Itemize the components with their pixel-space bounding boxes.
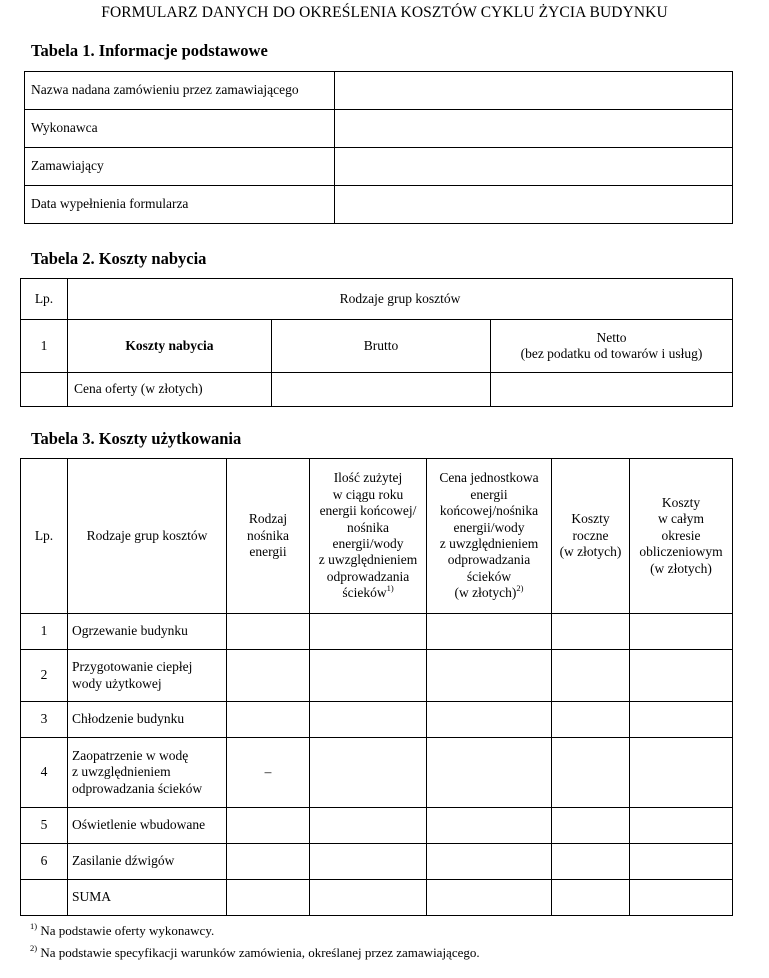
total-costs-header xyxy=(630,459,733,614)
total-cost-cell[interactable] xyxy=(630,844,733,880)
header-line: (w złotych) xyxy=(559,544,622,560)
table-row xyxy=(25,110,733,148)
table2-heading: Tabela 2. Koszty nabycia xyxy=(31,249,207,268)
annual-cost-sum-cell[interactable] xyxy=(552,880,630,916)
total-cost-cell[interactable] xyxy=(630,650,733,702)
header-line xyxy=(431,585,547,601)
table-row xyxy=(21,702,733,738)
header-line: Koszty xyxy=(571,511,610,527)
header-line: końcowej/nośnika xyxy=(439,503,539,519)
quantity-cell[interactable] xyxy=(310,738,427,808)
date-field[interactable] xyxy=(335,186,733,224)
table-row xyxy=(25,72,733,110)
basic-info-table xyxy=(24,71,733,224)
header-line: Ilość zużytej xyxy=(333,470,403,486)
client-field[interactable] xyxy=(335,148,733,186)
energy-carrier-cell[interactable] xyxy=(227,650,310,702)
header-line: energii/wody xyxy=(332,536,404,551)
table-row xyxy=(21,650,733,702)
table-row xyxy=(21,279,733,320)
header-line: nośnika xyxy=(247,527,289,543)
offer-price-netto-field[interactable] xyxy=(491,373,733,407)
row-number: 5 xyxy=(21,808,68,844)
brutto-header: Brutto xyxy=(272,320,491,373)
energy-carrier-header xyxy=(227,459,310,614)
table-row xyxy=(21,373,733,407)
table-row xyxy=(21,738,733,808)
footnote-ref: 2) xyxy=(516,583,524,594)
label-line: SUMA xyxy=(72,889,112,905)
header-line: Rodzaj xyxy=(248,511,288,527)
quantity-cell[interactable] xyxy=(310,808,427,844)
quantity-cell[interactable] xyxy=(310,650,427,702)
offer-price-label: Cena oferty (w złotych) xyxy=(68,373,272,407)
lp-header: Lp. xyxy=(21,279,68,320)
label-line: z uwzględnieniem xyxy=(72,764,171,780)
header-line: obliczeniowym xyxy=(639,544,723,560)
annual-quantity-header xyxy=(310,459,427,614)
table-row xyxy=(21,808,733,844)
form-title: FORMULARZ DANYCH DO OKREŚLENIA KOSZTÓW CYKLU ŻYCIA BUDYNKU xyxy=(101,4,668,21)
table-row xyxy=(25,186,733,224)
header-line: okresie xyxy=(661,527,701,543)
netto-title: Netto xyxy=(596,329,627,345)
label-line: Zaopatrzenie w wodę xyxy=(72,747,189,763)
header-line: Koszty xyxy=(661,494,701,510)
unit-price-cell[interactable] xyxy=(427,844,552,880)
unit-price-cell[interactable] xyxy=(427,808,552,844)
header-line: z uwzględnieniem xyxy=(318,552,418,568)
annual-cost-cell[interactable] xyxy=(552,808,630,844)
table-row xyxy=(25,148,733,186)
footnote-2 xyxy=(30,945,480,961)
header-line-text: (w złotych) xyxy=(454,585,517,601)
header-line: w całym xyxy=(657,511,705,527)
table-row xyxy=(21,844,733,880)
table1-heading: Tabela 1. Informacje podstawowe xyxy=(31,41,268,60)
table-row xyxy=(21,614,733,650)
footnote-1 xyxy=(30,923,214,939)
label-line: odprowadzania ścieków xyxy=(72,780,203,796)
footnote-mark: 1) xyxy=(30,921,38,931)
table3-heading: Tabela 3. Koszty użytkowania xyxy=(31,429,242,448)
unit-price-cell[interactable] xyxy=(427,738,552,808)
row-number: 3 xyxy=(21,702,68,738)
label-line: Chłodzenie budynku xyxy=(72,711,185,727)
footnote-ref: 1) xyxy=(386,583,394,594)
unit-price-cell xyxy=(427,880,552,916)
order-name-field[interactable] xyxy=(335,72,733,110)
table-row xyxy=(21,320,733,373)
cost-group-label xyxy=(68,844,227,880)
header-line: odprowadzania xyxy=(326,568,410,584)
acquisition-costs-label: Koszty nabycia xyxy=(68,320,272,373)
annual-cost-cell[interactable] xyxy=(552,738,630,808)
table-header-row xyxy=(21,459,733,614)
netto-header xyxy=(491,320,733,373)
energy-carrier-cell[interactable] xyxy=(227,808,310,844)
footnote-text: Na podstawie specyfikacji warunków zamówienia, określanej przez zamawiającego. xyxy=(40,945,480,960)
label-line: Przygotowanie ciepłej xyxy=(72,659,193,675)
annual-cost-cell[interactable] xyxy=(552,844,630,880)
header-line: odprowadzania xyxy=(447,552,531,568)
energy-carrier-cell[interactable] xyxy=(227,844,310,880)
energy-carrier-cell[interactable] xyxy=(227,614,310,650)
header-line: nośnika xyxy=(347,519,389,535)
cost-group-label xyxy=(68,702,227,738)
header-line: (w złotych) xyxy=(650,560,712,576)
header-line: ścieków xyxy=(466,568,512,584)
row-number: 2 xyxy=(21,650,68,702)
row-number: 1 xyxy=(21,614,68,650)
quantity-cell xyxy=(310,880,427,916)
cost-group-label xyxy=(68,650,227,702)
total-cost-cell[interactable] xyxy=(630,702,733,738)
cost-groups-header: Rodzaje grup kosztów xyxy=(68,459,227,614)
cost-group-label xyxy=(68,808,227,844)
header-line: energii xyxy=(470,486,508,502)
footnote-mark: 2) xyxy=(30,943,38,953)
order-name-label: Nazwa nadana zamówieniu przez zamawiającego xyxy=(25,72,335,110)
header-line: w ciągu roku xyxy=(332,486,404,502)
energy-carrier-cell xyxy=(227,880,310,916)
acquisition-costs-table xyxy=(20,278,733,407)
total-cost-sum-cell[interactable] xyxy=(630,880,733,916)
header-line: energii xyxy=(249,544,287,560)
cost-group-label xyxy=(68,738,227,808)
header-line: Cena jednostkowa xyxy=(439,470,539,486)
quantity-cell[interactable] xyxy=(310,614,427,650)
header-line-text: ścieków xyxy=(342,585,387,601)
cost-group-label xyxy=(68,614,227,650)
header-line: roczne xyxy=(572,527,609,543)
unit-price-cell[interactable] xyxy=(427,702,552,738)
contractor-field[interactable] xyxy=(335,110,733,148)
quantity-cell[interactable] xyxy=(310,844,427,880)
annual-cost-cell[interactable] xyxy=(552,650,630,702)
annual-costs-header xyxy=(552,459,630,614)
header-line xyxy=(314,585,422,601)
total-cost-cell[interactable] xyxy=(630,808,733,844)
row-number xyxy=(21,880,68,916)
energy-carrier-cell[interactable] xyxy=(227,702,310,738)
header-line: z uwzględnieniem xyxy=(439,536,539,551)
lp-header: Lp. xyxy=(21,459,68,614)
header-line: energii końcowej/ xyxy=(319,503,417,519)
client-label: Zamawiający xyxy=(25,148,335,186)
label-line: Ogrzewanie budynku xyxy=(72,623,188,639)
quantity-cell[interactable] xyxy=(310,702,427,738)
annual-cost-cell[interactable] xyxy=(552,702,630,738)
annual-cost-cell[interactable] xyxy=(552,614,630,650)
contractor-label: Wykonawca xyxy=(25,110,335,148)
row-number: 4 xyxy=(21,738,68,808)
header-line: energii/wody xyxy=(453,519,525,535)
label-line: wody użytkowej xyxy=(72,675,162,691)
unit-price-header xyxy=(427,459,552,614)
operating-costs-table xyxy=(20,458,733,916)
total-cost-cell[interactable] xyxy=(630,738,733,808)
sum-label xyxy=(68,880,227,916)
row-number xyxy=(21,373,68,407)
netto-subtitle: (bez podatku od towarów i usług) xyxy=(520,346,703,361)
offer-price-brutto-field[interactable] xyxy=(272,373,491,407)
energy-carrier-cell: – xyxy=(227,738,310,808)
row-number: 1 xyxy=(21,320,68,373)
cost-groups-header: Rodzaje grup kosztów xyxy=(68,279,733,320)
date-label: Data wypełnienia formularza xyxy=(25,186,335,224)
label-line: Oświetlenie wbudowane xyxy=(72,817,206,833)
unit-price-cell[interactable] xyxy=(427,614,552,650)
unit-price-cell[interactable] xyxy=(427,650,552,702)
total-cost-cell[interactable] xyxy=(630,614,733,650)
footnote-text: Na podstawie oferty wykonawcy. xyxy=(40,923,215,938)
label-line: Zasilanie dźwigów xyxy=(72,853,175,869)
row-number: 6 xyxy=(21,844,68,880)
sum-row xyxy=(21,880,733,916)
